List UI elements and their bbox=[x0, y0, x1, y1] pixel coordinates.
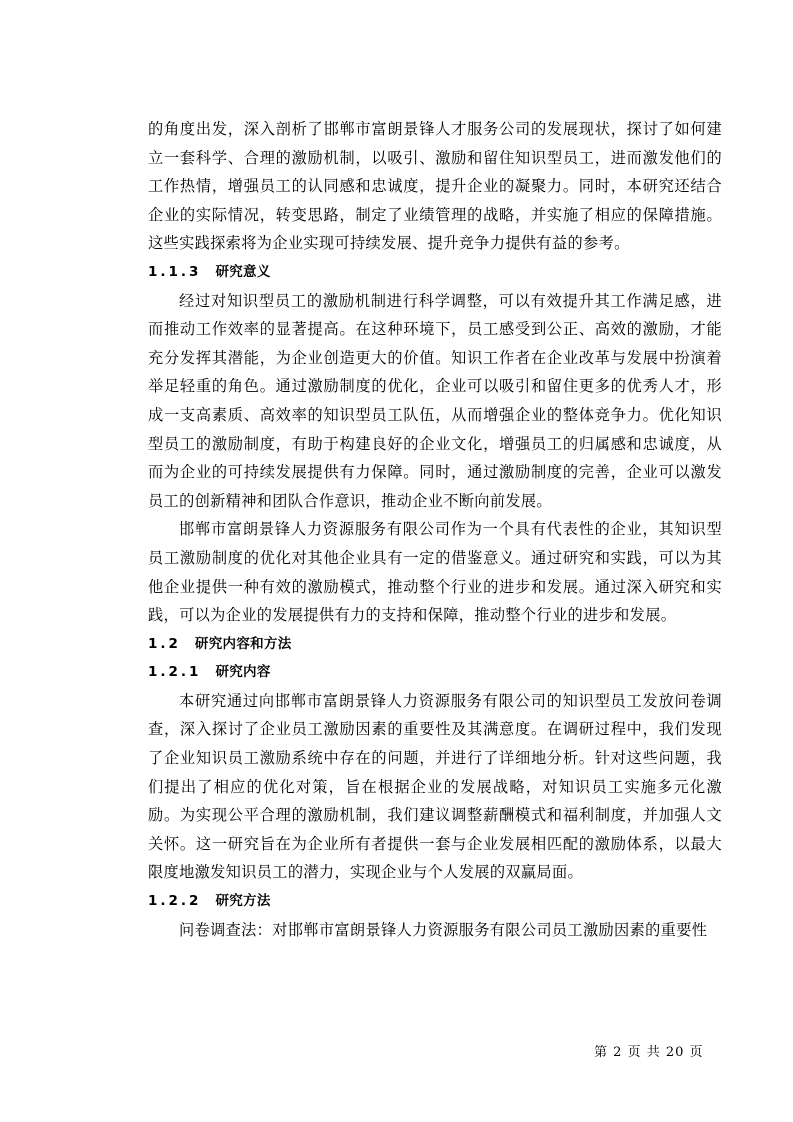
section-title: 研究方法 bbox=[215, 893, 271, 910]
section-heading-1-2 bbox=[148, 630, 722, 659]
footer-page-number: 2 bbox=[613, 1045, 623, 1060]
footer-gong: 共 bbox=[646, 1045, 661, 1060]
intro-paragraph: 的角度出发，深入剖析了邯郸市富朗景锋人才服务公司的发展现状，探讨了如何建立一套科学、合理的激励机制，以吸引、激励和留住知识型员工，进而激发他们的工作热情，增强员工的认同感和忠诚度，提升企业的凝聚力。同时，本研究还结合企业的实际情况，转变思路，制定了业绩管理的战略，并实施了相应的保障措施。这些实践探索将为企业实现可持续发展、提升竞争力提供有益的参考。 bbox=[148, 120, 722, 253]
footer-ye-2: 页 bbox=[689, 1045, 704, 1060]
footer-ye: 页 bbox=[627, 1045, 642, 1060]
section-number: 1.2 bbox=[148, 635, 181, 652]
section-title: 研究内容 bbox=[215, 664, 271, 681]
section-number: 1.1.3 bbox=[148, 263, 202, 280]
page-body bbox=[148, 115, 722, 944]
section-heading-1-2-1 bbox=[148, 658, 722, 687]
content-paragraph: 本研究通过向邯郸市富朗景锋人力资源服务有限公司的知识型员工发放问卷调查，深入探讨了企业员工激励因素的重要性及其满意度。在调研过程中，我们发现了企业知识员工激励系统中存在的问题，并进行了详细地分析。针对这些问题，我们提出了相应的优化对策，旨在根据企业的发展战略，对知识员工实施多元化激励。为实现公平合理的激励机制，我们建议调整薪酬模式和福利制度，并加强人文关怀。这一研究旨在为企业所有者提供一套与企业发展相匹配的激励体系，以最大限度地激发知识员工的潜力，实现企业与个人发展的双赢局面。 bbox=[148, 691, 722, 882]
section-title: 研究内容和方法 bbox=[194, 635, 292, 652]
footer-di: 第 bbox=[594, 1045, 609, 1060]
significance-paragraph-2: 邯郸市富朗景锋人力资源服务有限公司作为一个具有代表性的企业，其知识型员工激励制度的优化对其他企业具有一定的借鉴意义。通过研究和实践，可以为其他企业提供一种有效的激励模式，推动整个行业的进步和发展。通过深入研究和实践，可以为企业的发展提供有力的支持和保障，推动整个行业的进步和发展。 bbox=[148, 520, 722, 625]
section-number: 1.2.1 bbox=[148, 664, 202, 681]
section-heading-1-1-3 bbox=[148, 258, 722, 287]
section-heading-1-2-2 bbox=[148, 887, 722, 916]
section-title: 研究意义 bbox=[215, 263, 271, 280]
section-number: 1.2.2 bbox=[148, 893, 202, 910]
page-footer bbox=[594, 1041, 704, 1060]
method-paragraph: 问卷调查法：对邯郸市富朗景锋人力资源服务有限公司员工激励因素的重要性 bbox=[179, 920, 708, 939]
footer-total-pages: 20 bbox=[665, 1045, 685, 1060]
significance-paragraph-1: 经过对知识型员工的激励机制进行科学调整，可以有效提升其工作满足感，进而推动工作效率的显著提高。在这种环境下，员工感受到公正、高效的激励，才能充分发挥其潜能，为企业创造更大的价值。知识工作者在企业改革与发展中扮演着举足轻重的角色。通过激励制度的优化，企业可以吸引和留住更多的优秀人才，形成一支高素质、高效率的知识型员工队伍，从而增强企业的整体竞争力。优化知识型员工的激励制度，有助于构建良好的企业文化，增强员工的归属感和忠诚度，从而为企业的可持续发展提供有力保障。同时，通过激励制度的完善，企业可以激发员工的创新精神和团队合作意识，推动企业不断向前发展。 bbox=[148, 291, 722, 510]
